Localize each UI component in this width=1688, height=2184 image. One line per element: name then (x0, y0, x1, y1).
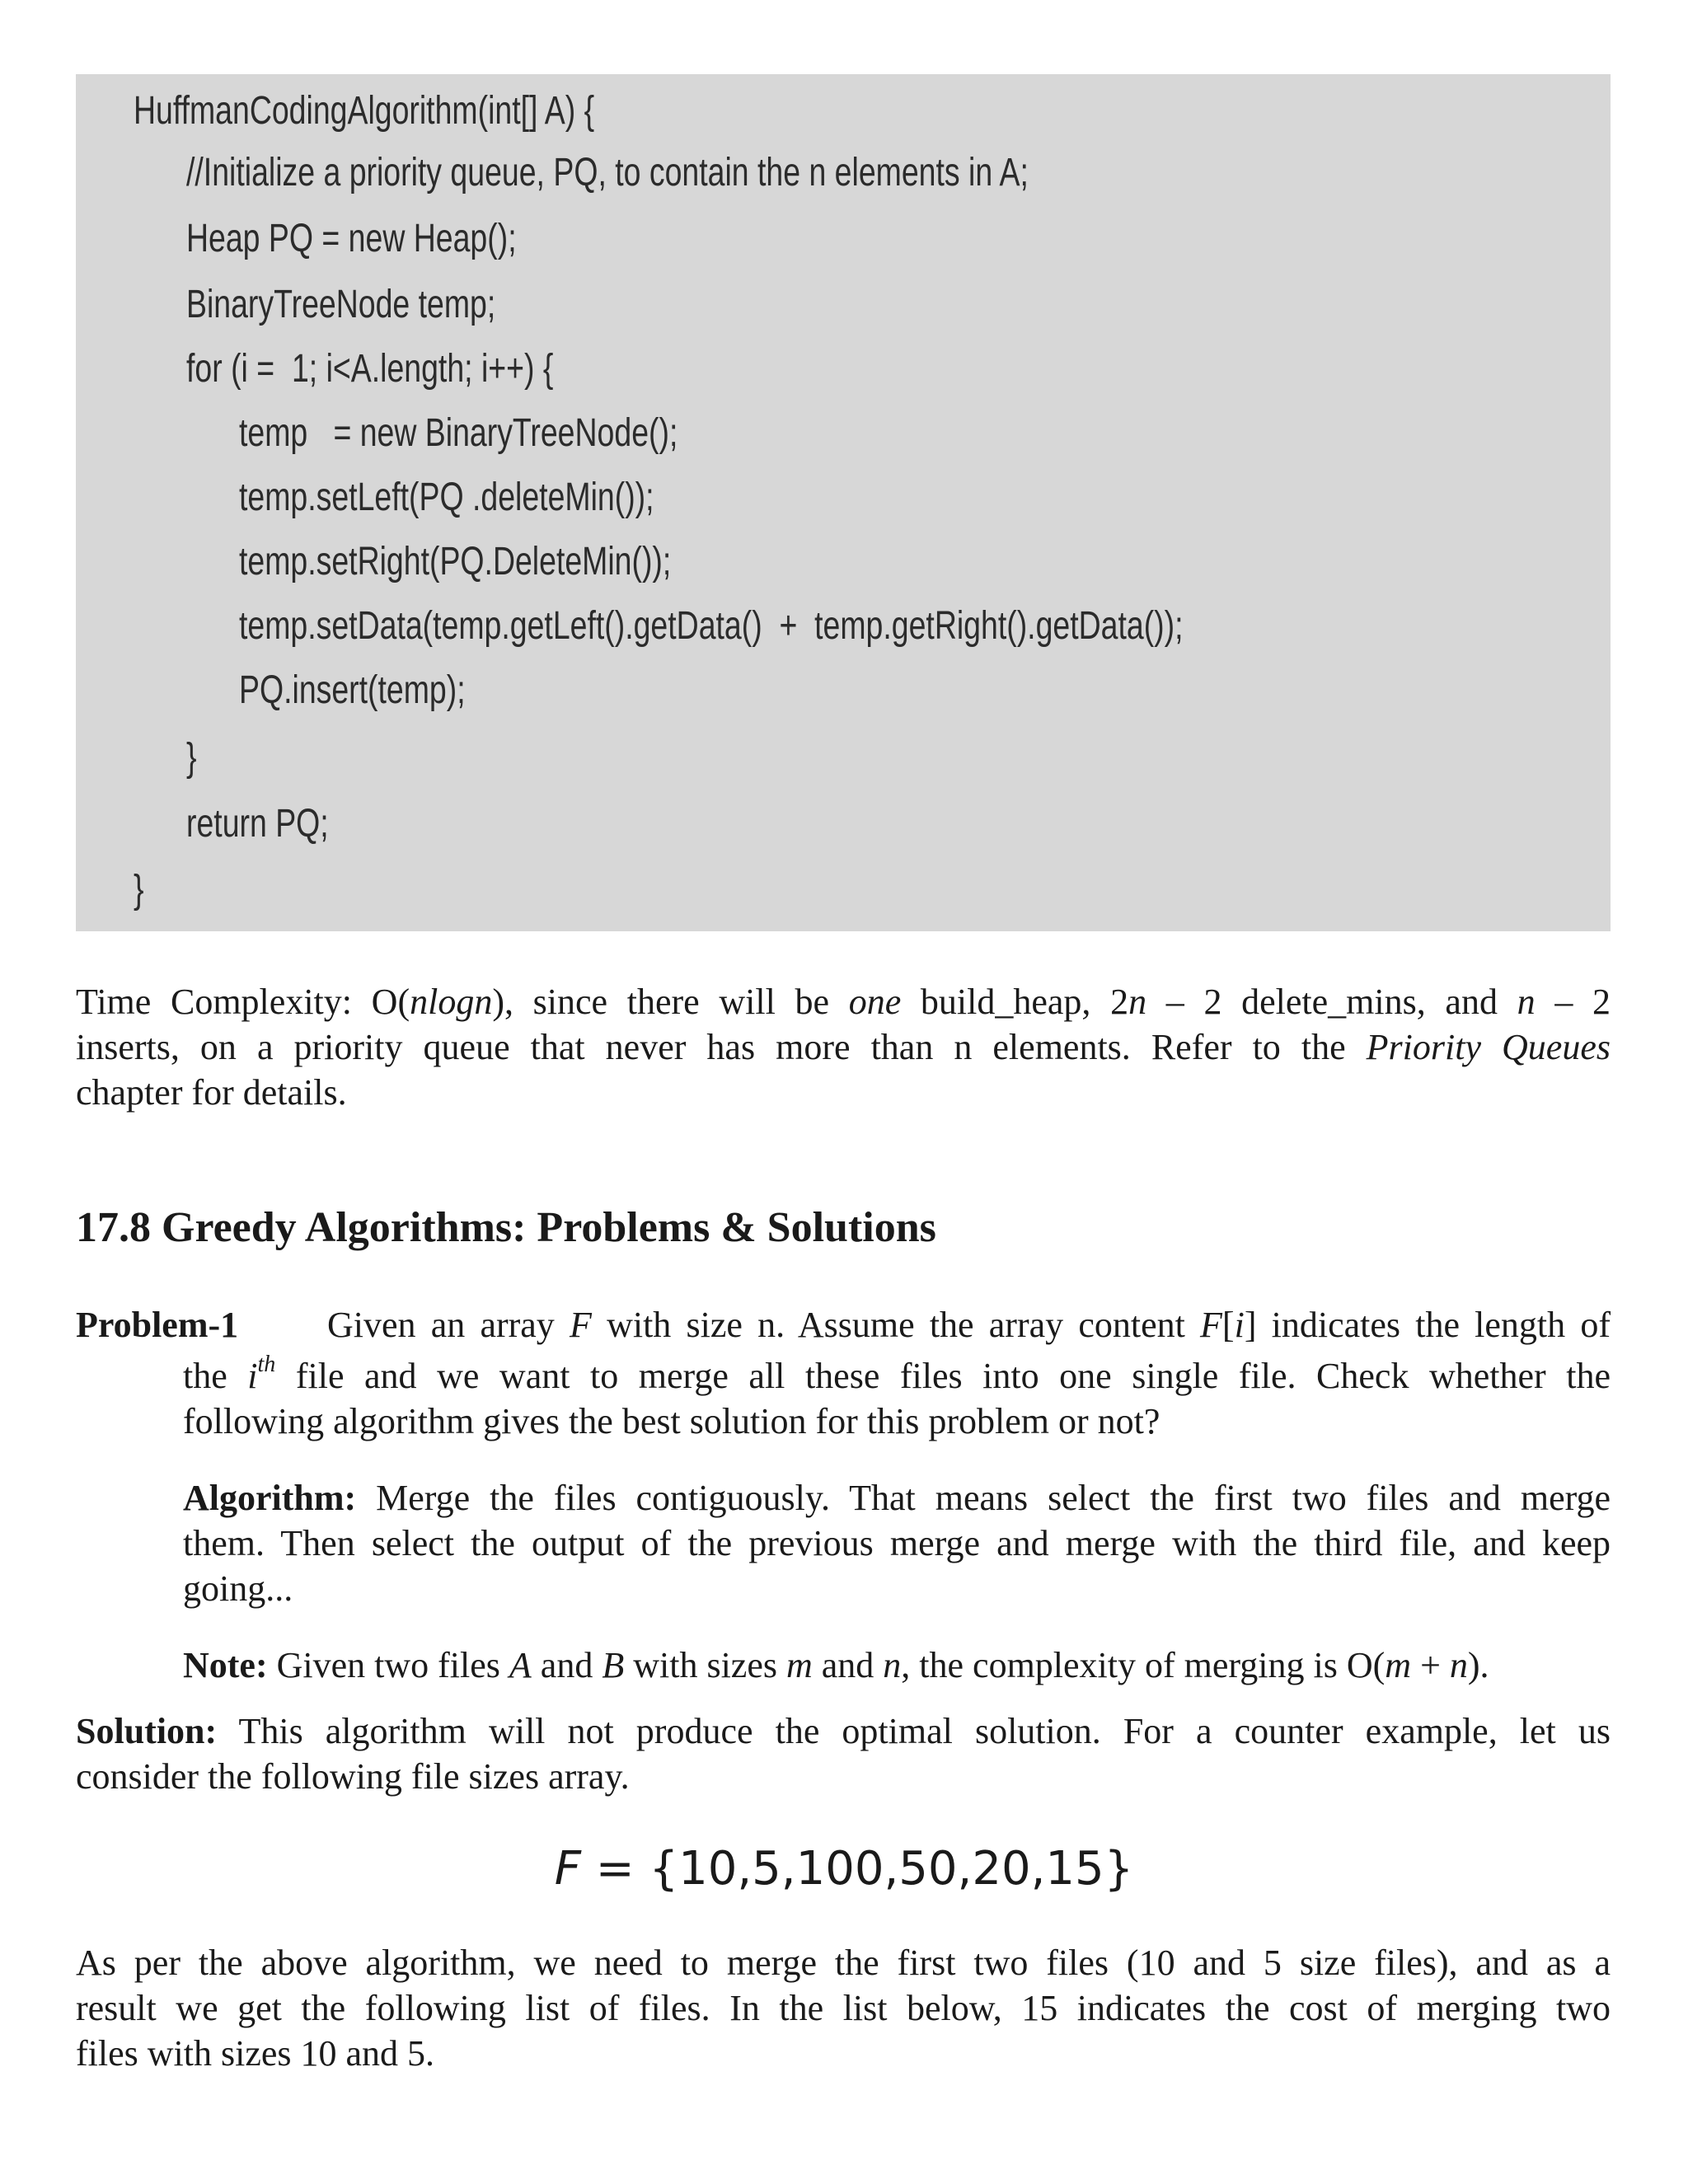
code-line: } (134, 868, 144, 912)
paragraph-line: the $i^{th}$ file and we want to merge all these files into one single file. Check whether the (183, 1352, 1611, 1396)
formula-value: = {10,5,100,50,20,15} (580, 1842, 1134, 1896)
code-line: temp.setData(temp.getLeft().getData() + temp.getRight().getData()); (239, 604, 1184, 648)
paragraph-line: result we get the following list of files. In the list below, 15 indicates the cost of merging two (76, 1988, 1611, 2028)
paragraph-line: Time Complexity: O(nlogn), since there will be one build_heap, 2n – 2 delete_mins, and n – 2 (76, 982, 1611, 1022)
code-line: temp = new BinaryTreeNode(); (239, 411, 678, 455)
formula-variable: F (554, 1842, 581, 1896)
code-line: HuffmanCodingAlgorithm(int[] A) { (134, 89, 595, 133)
problem-first-line (76, 1302, 1611, 1347)
formula (0, 1842, 1688, 1896)
code-line: temp.setRight(PQ.DeleteMin()); (239, 540, 672, 583)
code-listing (76, 74, 1611, 931)
paragraph-line: them. Then select the output of the previous merge and merge with the third file, and keep (183, 1523, 1611, 1563)
section-heading: 17.8 Greedy Algorithms: Problems & Solutions (76, 1204, 936, 1251)
paragraph-line: Algorithm: Merge the files contiguously. That means select the first two files and merge (183, 1478, 1611, 1518)
code-line: PQ.insert(temp); (239, 668, 466, 712)
code-line: } (186, 736, 197, 780)
problem-body (183, 1353, 1611, 1444)
paragraph-line: chapter for details. (76, 1072, 347, 1113)
paragraph-line: Solution: This algorithm will not produce the optimal solution. For a counter example, let us (76, 1711, 1611, 1751)
problem-label: Problem-1 (76, 1305, 239, 1345)
code-line: //Initialize a priority queue, PQ, to contain the n elements in A; (186, 151, 1029, 194)
code-line: Heap PQ = new Heap(); (186, 217, 517, 260)
solution-paragraph (76, 1708, 1611, 1799)
complexity-paragraph (76, 979, 1611, 1115)
algorithm-paragraph (183, 1475, 1611, 1611)
paragraph-line: consider the following file sizes array. (76, 1756, 630, 1797)
code-line: for (i = 1; i<A.length; i++) { (186, 347, 554, 391)
code-line: temp.setLeft(PQ .deleteMin()); (239, 476, 654, 519)
paragraph-line: As per the above algorithm, we need to merge the first two files (10 and 5 size files), and as a (76, 1943, 1611, 1983)
paragraph-line: going... (183, 1568, 293, 1609)
paragraph-line: inserts, on a priority queue that never has more than n elements. Refer to the Priority Queues (76, 1027, 1611, 1067)
code-line: BinaryTreeNode temp; (186, 283, 496, 326)
problem-text: Given an array F with size n. Assume the array content F[i] indicates the length of (327, 1305, 1611, 1345)
code-block (76, 74, 1611, 931)
paragraph-line: following algorithm gives the best solution for this problem or not? (183, 1401, 1160, 1441)
note-paragraph: Note: Given two files A and B with sizes m and n, the complexity of merging is O(m + n). (183, 1645, 1489, 1685)
paragraph-line: files with sizes 10 and 5. (76, 2033, 435, 2074)
closing-paragraph (76, 1940, 1611, 2076)
code-line: return PQ; (186, 802, 329, 846)
